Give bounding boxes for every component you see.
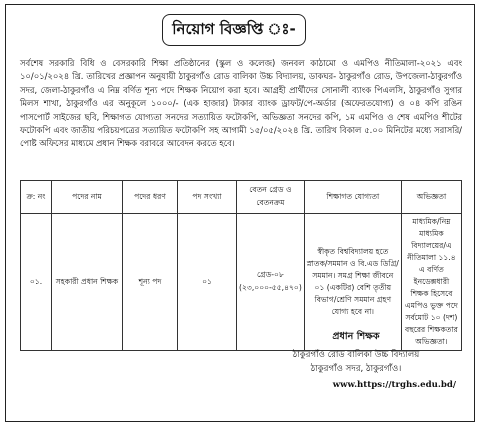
header-type: পদের ধরণ (123, 181, 178, 214)
website-link[interactable]: www.https://trghs.edu.bd/ (332, 380, 456, 390)
signatory-title: প্রধান শিক্ষক (332, 331, 380, 342)
signature-block (256, 330, 456, 392)
header-serial: ক্র: নং (21, 181, 52, 214)
header-count: পদ সংখ্যা (178, 181, 237, 214)
grade-label: গ্রেড-০৮ (256, 270, 284, 279)
cell-post: সহকারী প্রধান শিক্ষক (52, 214, 123, 351)
notice-body: সর্বশেষ সরকারি বিধি ও বেসরকারি শিক্ষা প্রতিষ্ঠানের (স্কুল ও কলেজ) জনবল কাঠামো ও এমপিও নীতিমালা-২০২১ এবং ১০/০১/২০২৪ খ্রি. তারিখের প্রজ্ঞাপন অনুযায়ী ঠাকুরগাঁও রোড বালিকা উচ্চ বিদ্যালয়, ডাকঘর- ঠাকুরগাঁও রোড, উপজেলা-ঠাকুরগাঁও সদর, জেলা-ঠাকুরগাঁও এ নিম্ন বর্ণিত শূন্য পদে শিক্ষক নিয়োগ করা হবে। আগ্রহী প্রার্থীদের সোনালী ব্যাংক পিএলসি, ঠাকুরগাঁও সুগার মিলস শাখা, ঠাকুরগাঁও এর অনুকূলে ১০০০/- (এক হাজার) টাকার ব্যাংক ড্রাফট/পে-অর্ডার (অফেরতযোগ্য) ও ০৪ কপি রঙিন পাসপোর্ট সাইজের ছবি, শিক্ষাগত যোগ্যতা সনদের সত্যায়িত ফটোকপি, অভিজ্ঞতা সনদের কপি, ১ম এমপিও ও শেষ এমপিও শীটের ফটোকপি এবং জাতীয় পরিচয়পত্রের সত্যায়িত ফটোকপি সহ আগামী ১৫/০৫/২০২৪ খ্রি. তারিখ বিকাল ৫.০০ মিনিটের মধ্যে সরাসরি/পোষ্ট অফিসের মাধ্যমে প্রধান শিক্ষক বরাবরে আবেদন করতে হবে। (20, 58, 462, 149)
notice-page (5, 4, 475, 422)
cell-qualification: স্বীকৃত বিশ্ববিদ্যালয় হতে স্নাতক/সমমান ও বি.এড ডিগ্রি/সমমান। সমগ্র শিক্ষা জীবনে ০১ (একটির) বেশি তৃতীয় বিভাগ/শ্রেণি সমমান গ্রহণ যোগ্য হবে না। (304, 214, 401, 351)
header-grade: বেতন গ্রেড ও বেতনক্রম (237, 181, 305, 214)
school-name: ঠাকুরগাঁও রোড বালিকা উচ্চ বিদ্যালয় (292, 350, 420, 360)
vacancy-table (20, 180, 462, 351)
cell-type: শূন্য পদ (123, 214, 178, 351)
grade-scale: (২৩,০০০-৫৫,৪৭০) (239, 283, 302, 292)
header-post: পদের নাম (52, 181, 123, 214)
header-experience: অভিজ্ঞতা (401, 181, 461, 214)
cell-experience: মাধ্যমিক/নিম্ন মাধ্যমিক বিদ্যালয়ের/এ নীতিমালা ১১.৪ এ বর্ণিত ইনডেক্সধারী শিক্ষক হিসেবে এমপিও ভুক্ত পদে সর্বমোট ১০ (দশ) বছরের শিক্ষকতার অভিজ্ঞতা। (401, 214, 461, 351)
school-address: ঠাকুরগাঁও সদর, ঠাকুরগাঁও। (310, 364, 402, 374)
table-header-row (21, 181, 462, 214)
notice-title: নিয়োগ বিজ্ঞপ্তি ঃ- (162, 14, 306, 46)
cell-serial: ০১. (21, 214, 52, 351)
header-qualification: শিক্ষাগত যোগ্যতা (304, 181, 401, 214)
cell-count: ০১ (178, 214, 237, 351)
